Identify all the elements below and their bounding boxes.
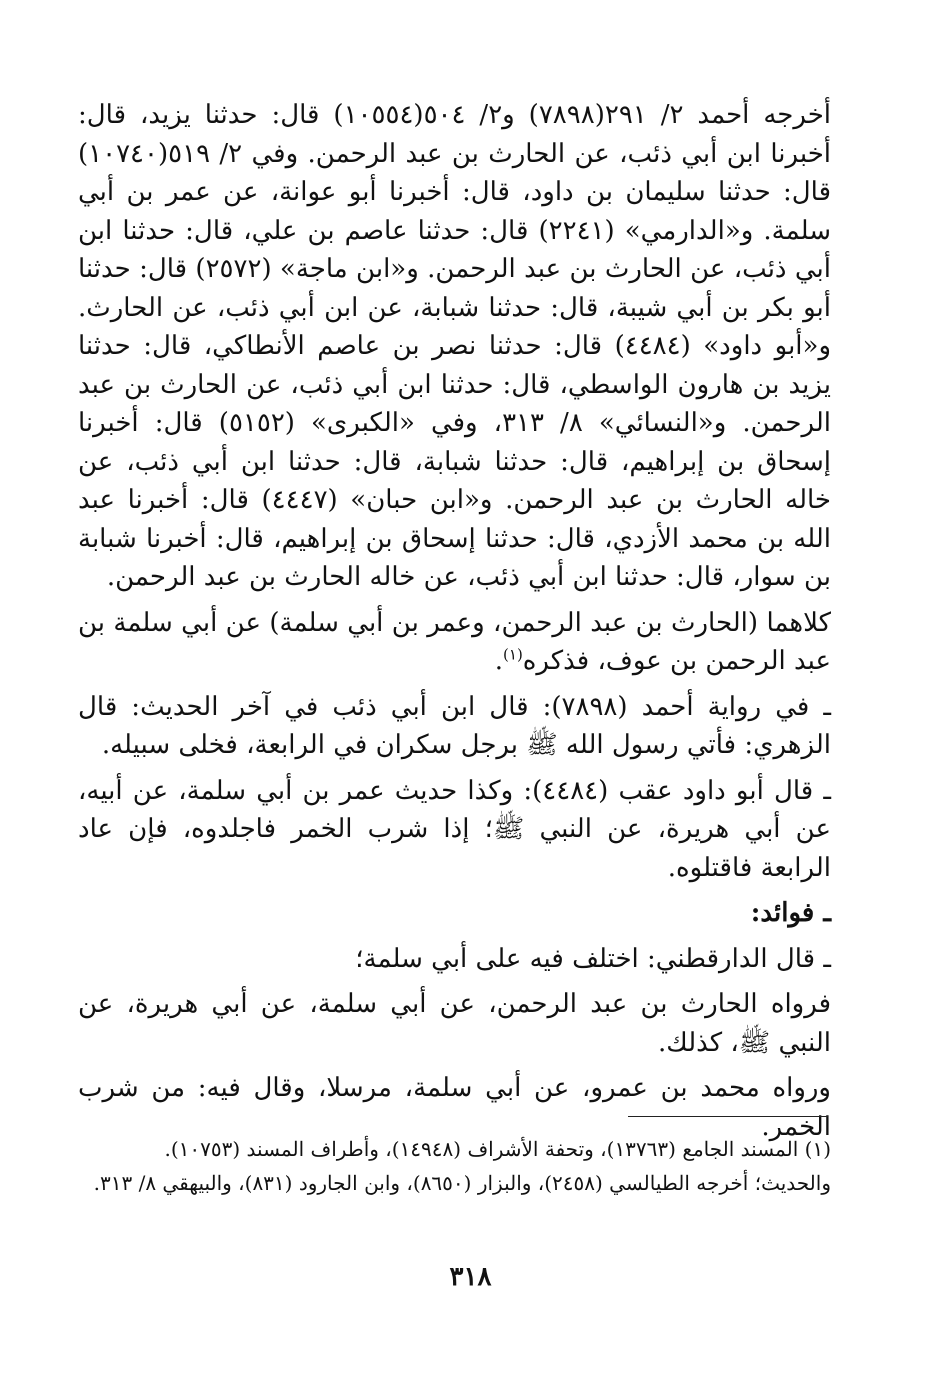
main-text (78, 96, 831, 1146)
paragraph-daraqutni: ـ قال الدارقطني: اختلف فيه على أبي سلمة؛ (355, 943, 831, 974)
paragraph-riwaya-2: ورواه محمد بن عمرو، عن أبي سلمة، مرسلا، وقال فيه: من شرب الخمر. (78, 1073, 831, 1142)
paragraph-riwaya-1: فرواه الحارث بن عبد الرحمن، عن أبي سلمة، عن أبي هريرة، عن النبي ﷺ، كذلك. (78, 989, 831, 1058)
page-number: ٣١٨ (449, 1262, 492, 1292)
paragraph-summary: كلاهما (الحارث بن عبد الرحمن، وعمر بن أبي سلمة) عن أبي سلمة بن عبد الرحمن بن عوف، فذكره$^{(١)}$. (78, 607, 831, 676)
paragraph-ahmad-note: ـ في رواية أحمد (٧٨٩٨): قال ابن أبي ذئب في آخر الحديث: قال الزهري: فأتي رسول الله ﷺ برجل سكران في الرابعة، فخلى سبيله. (78, 691, 831, 760)
summary-text: كلاهما (الحارث بن عبد الرحمن، وعمر بن أبي سلمة) عن أبي سلمة بن عبد الرحمن بن عوف، فذكره (78, 607, 831, 676)
footnote-1: (١) المسند الجامع (١٣٧٦٣)، وتحفة الأشراف (١٤٩٤٨)، وأطراف المسند (١٠٧٥٣). (164, 1137, 831, 1161)
footnotes (78, 1132, 831, 1200)
footnote-1-continued: والحديث؛ أخرجه الطيالسي (٢٤٥٨)، والبزار (٨٦٥٠)، وابن الجارود (٨٣١)، والبيهقي ٨/ ٣١٣. (93, 1171, 831, 1195)
paragraph-takhrij: أخرجه أحمد ٢/ ٢٩١(٧٨٩٨) و٢/ ٥٠٤(١٠٥٥٤) قال: حدثنا يزيد، قال: أخبرنا ابن أبي ذئب، عن الحارث بن عبد الرحمن. وفي ٢/ ٥١٩(١٠٧٤٠) قال: حدثنا سليمان بن داود، قال: أخبرنا أبو عوانة، عن عمر بن أبي سلمة. و«الدارمي» (٢٢٤١) قال: حدثنا عاصم بن علي، قال: حدثنا ابن أبي ذئب، عن الحارث بن عبد الرحمن. و«ابن ماجة» (٢٥٧٢) قال: حدثنا أبو بكر بن أبي شيبة، قال: حدثنا شبابة، عن ابن أبي ذئب، عن الحارث. و«أبو داود» (٤٤٨٤) قال: حدثنا نصر بن عاصم الأنطاكي، قال: حدثنا يزيد بن هارون الواسطي، قال: حدثنا ابن أبي ذئب، عن الحارث بن عبد الرحمن. و«النسائي» ٨/ ٣١٣، وفي «الكبرى» (٥١٥٢) قال: أخبرنا إسحاق بن إبراهيم، قال: حدثنا شبابة، قال: حدثنا ابن أبي ذئب، عن خاله الحارث بن عبد الرحمن. و«ابن حبان» (٤٤٤٧) قال: أخبرنا عبد الله بن محمد الأزدي، قال: حدثنا إسحاق بن إبراهيم، قال: أخبرنا شبابة بن سوار، قال: حدثنا ابن أبي ذئب، عن خاله الحارث بن عبد الرحمن. (78, 100, 832, 592)
paragraph-abudawud-note: ـ قال أبو داود عقب (٤٤٨٤): وكذا حديث عمر بن أبي سلمة، عن أبيه، عن أبي هريرة، عن النبي ﷺ؛ إذا شرب الخمر فاجلدوه، فإن عاد الرابعة فاقتلوه. (78, 775, 831, 883)
section-heading-fawaid: ـ فوائد: (750, 898, 831, 928)
footnote-reference: (١) (503, 645, 523, 664)
footnote-divider (628, 1116, 828, 1117)
